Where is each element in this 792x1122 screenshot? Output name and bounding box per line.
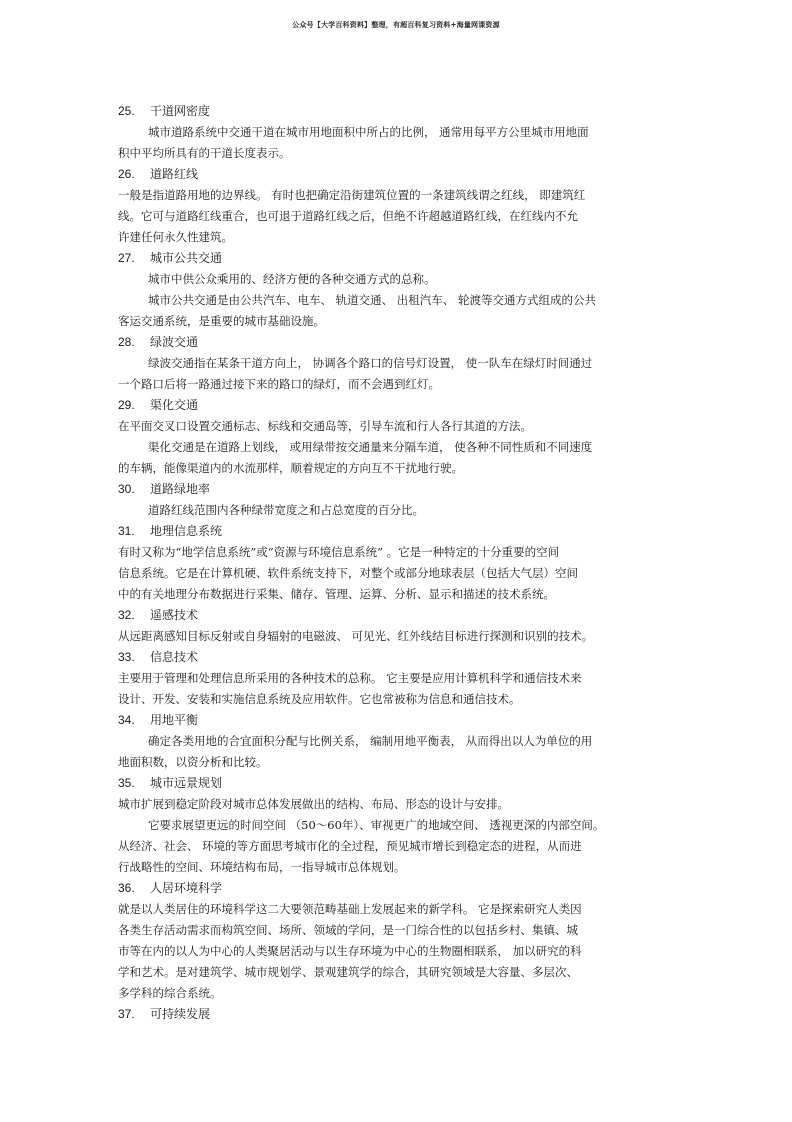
glossary-entry <box>118 332 678 395</box>
entry-term: 人居环境科学 <box>150 881 223 895</box>
entry-text-line: 城市扩展到稳定阶段对城市总体发展做出的结构、布局、形态的设计与安排。 <box>118 797 509 811</box>
entry-term: 地理信息系统 <box>150 524 223 538</box>
entry-title <box>118 878 678 899</box>
entry-number: 31. <box>118 524 135 538</box>
glossary-entry <box>118 878 678 1004</box>
entry-number: 36. <box>118 881 135 895</box>
entry-number: 30. <box>118 482 135 496</box>
entry-number: 29. <box>118 398 135 412</box>
entry-text-line: 市等在内的以人为中心的人类聚居活动与以生存环境为中心的生物圈相联系， 加以研究的科 <box>118 944 582 958</box>
entry-title <box>118 773 678 794</box>
entry-number: 33. <box>118 650 135 664</box>
entry-term: 道路绿地率 <box>150 482 211 496</box>
entry-text-line: 许建任何永久性建筑。 <box>118 230 233 244</box>
entry-number: 25. <box>118 104 135 118</box>
entry-text-line: 它要求展望更远的时间空间 （50～60年）、审视更广的地域空间、 透视更深的内部空间。 <box>148 818 605 832</box>
entry-term: 渠化交通 <box>150 398 199 412</box>
glossary-entry <box>118 248 678 332</box>
entry-number: 35. <box>118 776 135 790</box>
entry-title <box>118 647 678 668</box>
entry-text-line: 学和艺术。是对建筑学、城市规划学、景观建筑学的综合，其研究领域是大容量、多层次、 <box>118 965 578 979</box>
entry-term: 用地平衡 <box>150 713 199 727</box>
entry-title <box>118 395 678 416</box>
entry-text-line: 信息系统。它是在计算机硬、软件系统支持下，对整个或部分地球表层（包括大气层）空间 <box>118 566 578 580</box>
glossary-entry <box>118 164 678 248</box>
entry-title <box>118 248 678 269</box>
glossary-entry <box>118 710 678 773</box>
entry-text-line: 一个路口后将一路通过接下来的路口的绿灯，而不会遇到红灯。 <box>118 377 440 391</box>
page-header: 公众号【大学百科资料】整理，有超百科复习资料+海量网课资源 <box>292 20 500 29</box>
entry-term: 道路红线 <box>150 167 199 181</box>
glossary-entry <box>118 605 678 647</box>
entry-text-line: 就是以人类居住的环境科学这二大要领范畴基础上发展起来的新学科。 它是探索研究人类因 <box>118 902 582 916</box>
entry-text-line: 一般是指道路用地的边界线。 有时也把确定沿街建筑位置的一条建筑线谓之红线， 即建筑红 <box>118 188 586 202</box>
glossary-entry <box>118 101 678 164</box>
entry-title <box>118 164 678 185</box>
glossary-entry <box>118 647 678 710</box>
entry-number: 28. <box>118 335 135 349</box>
entry-text-line: 渠化交通是在道路上划线， 或用绿带按交通量来分隔车道， 使各种不同性质和不同速度 <box>148 440 593 454</box>
entry-text-line: 多学科的综合系统。 <box>118 986 222 1000</box>
entry-number: 26. <box>118 167 135 181</box>
entry-number: 27. <box>118 251 135 265</box>
glossary-entry <box>118 395 678 479</box>
entry-term: 可持续发展 <box>150 1007 211 1021</box>
entry-text-line: 城市公共交通是由公共汽车、电车、 轨道交通、 出租汽车、 轮渡等交通方式组成的公共 <box>148 293 596 307</box>
entry-text-line: 道路红线范围内各种绿带宽度之和占总宽度的百分比。 <box>148 503 424 517</box>
entry-number: 32. <box>118 608 135 622</box>
entry-title <box>118 605 678 626</box>
entry-text-line: 城市道路系统中交通干道在城市用地面积中所占的比例， 通常用每平方公里城市用地面 <box>148 125 589 139</box>
entry-number: 37. <box>118 1007 135 1021</box>
entry-title <box>118 479 678 500</box>
entry-term: 城市公共交通 <box>150 251 223 265</box>
entry-term: 信息技术 <box>150 650 199 664</box>
entry-text-line: 中的有关地理分布数据进行采集、储存、管理、运算、分析、显示和描述的技术系统。 <box>118 587 555 601</box>
entry-term: 城市远景规划 <box>150 776 223 790</box>
entry-number: 34. <box>118 713 135 727</box>
entry-title <box>118 710 678 731</box>
entry-text-line: 在平面交叉口设置交通标志、标线和交通岛等，引导车流和行人各行其道的方法。 <box>118 419 532 433</box>
entry-text-line: 从经济、社会、 环境的等方面思考城市化的全过程，预见城市增长到稳定态的进程，从而进 <box>118 839 582 853</box>
entry-text-line: 设计、开发、安装和实施信息系统及应用软件。它也常被称为信息和通信技术。 <box>118 692 521 706</box>
glossary-entry <box>118 479 678 521</box>
glossary-entry <box>118 521 678 605</box>
entry-term: 遥感技术 <box>150 608 199 622</box>
entry-term: 绿波交通 <box>150 335 199 349</box>
entry-text-line: 城市中供公众乘用的、经济方便的各种交通方式的总称。 <box>148 272 436 286</box>
entry-text-line: 积中平均所具有的干道长度表示。 <box>118 146 291 160</box>
entry-text-line: 的车辆，能像渠道内的水流那样，顺着规定的方向互不干扰地行驶。 <box>118 461 463 475</box>
entry-title <box>118 101 678 122</box>
entry-title <box>118 332 678 353</box>
entry-title <box>118 1004 678 1025</box>
entry-text-line: 主要用于管理和处理信息所采用的各种技术的总称。 它主要是应用计算机科学和通信技术来 <box>118 671 582 685</box>
glossary-entry <box>118 773 678 878</box>
document-body <box>118 101 678 1025</box>
entry-text-line: 确定各类用地的合宜面积分配与比例关系， 编制用地平衡表， 从而得出以人为单位的用 <box>148 734 593 748</box>
entry-text-line: 线。它可与道路红线重合，也可退于道路红线之后，但绝不许超越道路红线，在红线内不允 <box>118 209 578 223</box>
entry-text-line: 地面积数，以资分析和比较。 <box>118 755 268 769</box>
entry-text-line: 行战略性的空间、环境结构布局，一指导城市总体规划。 <box>118 860 406 874</box>
entry-term: 干道网密度 <box>150 104 211 118</box>
entry-text-line: 从远距离感知目标反射或自身辐射的电磁波、 可见光、红外线结目标进行探测和识别的技术。 <box>118 629 594 643</box>
entry-text-line: 有时又称为“地学信息系统”或“资源与环境信息系统” 。它是一种特定的十分重要的空间 <box>118 545 560 559</box>
entry-title <box>118 521 678 542</box>
glossary-entry <box>118 1004 678 1025</box>
entry-text-line: 绿波交通指在某条干道方向上， 协调各个路口的信号灯设置， 使一队车在绿灯时间通过 <box>148 356 593 370</box>
entry-text-line: 客运交通系统，是重要的城市基础设施。 <box>118 314 325 328</box>
entry-text-line: 各类生存活动需求而构筑空间、场所、领域的学问，是一门综合性的以包括乡村、集镇、城 <box>118 923 578 937</box>
